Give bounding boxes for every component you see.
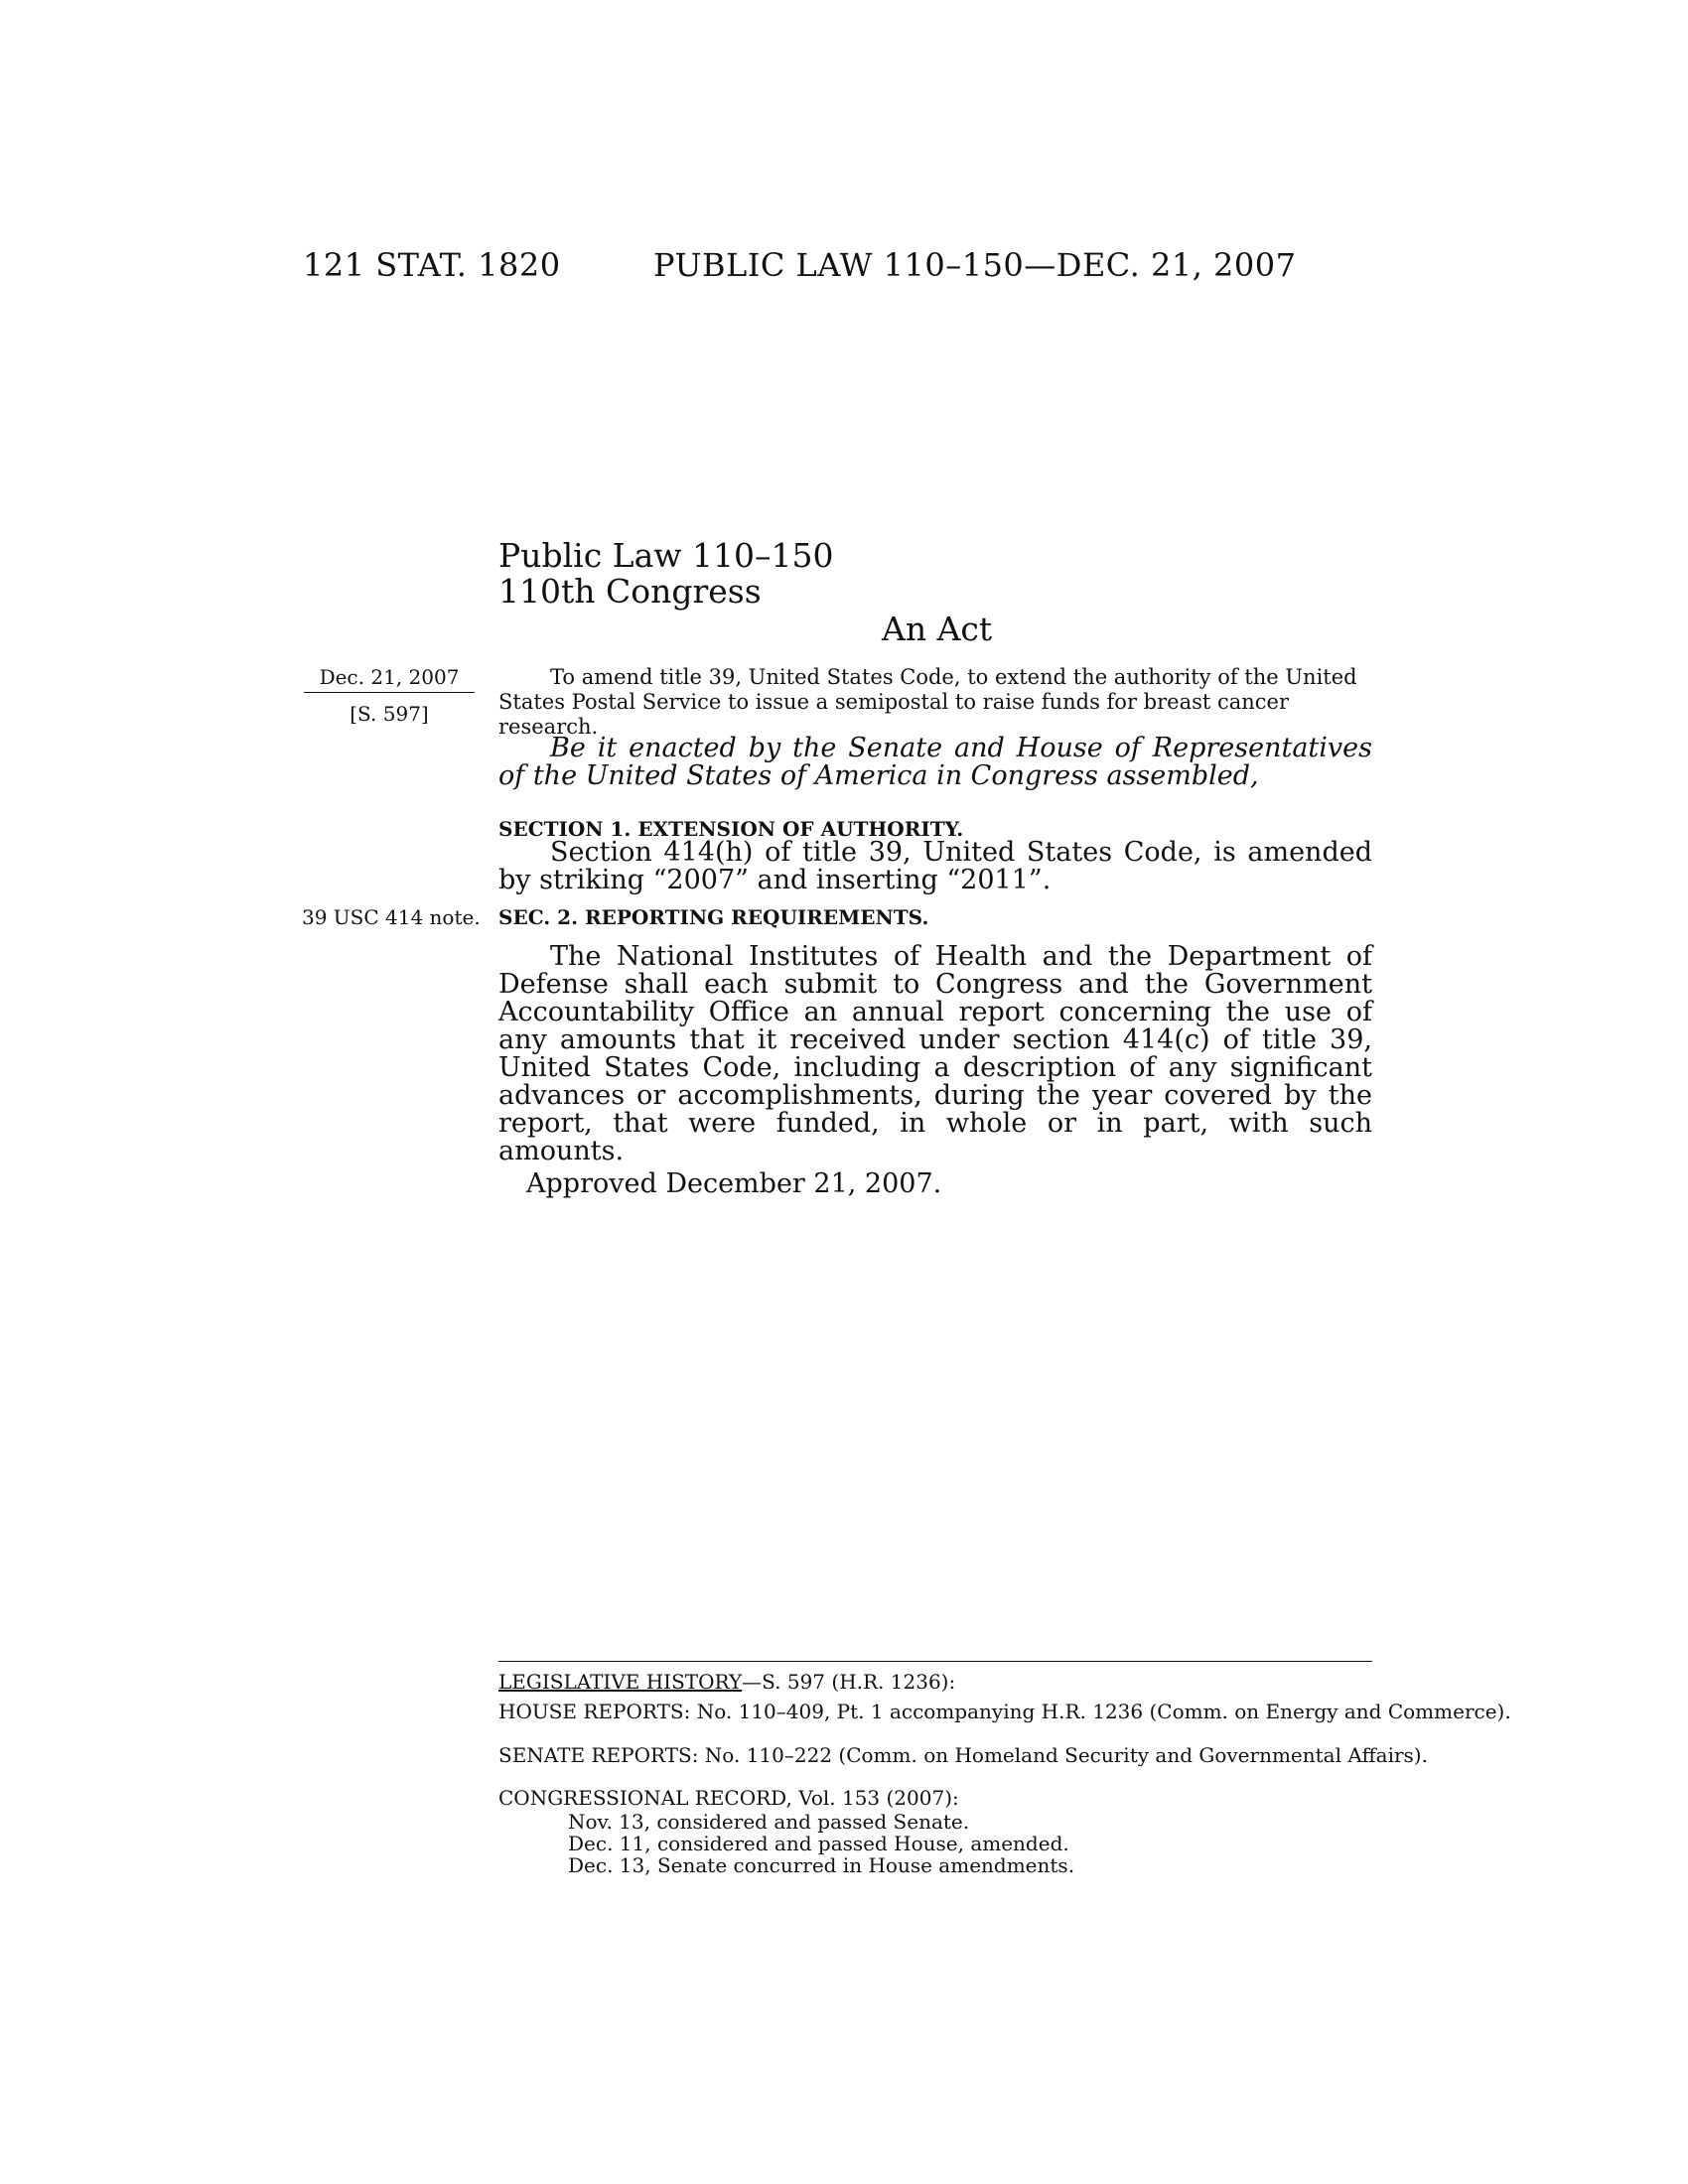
stat-page-reference: 121 STAT. 1820 (303, 246, 561, 284)
running-header-title: PUBLIC LAW 110–150—DEC. 21, 2007 (653, 246, 1297, 284)
public-law-number: Public Law 110–150 (498, 536, 834, 575)
act-purpose: To amend title 39, United States Code, to extend the authority of the United States Postal Service to issue a semipostal to raise funds for breast cancer research. (498, 665, 1357, 739)
record-entry: Dec. 13, Senate concurred in House amendments. (568, 1853, 1075, 1877)
act-label: An Act (882, 610, 993, 648)
margin-usc-note: 39 USC 414 note. (302, 905, 481, 929)
congress-label: 110th Congress (498, 572, 762, 611)
section-1-text: Section 414(h) of title 39, United States Code, is amended by striking “2007” and inserting “2011”. (498, 837, 1372, 895)
section-2-heading: SEC. 2. REPORTING REQUIREMENTS. (498, 905, 929, 929)
senate-reports-entry: SENATE REPORTS: No. 110–222 (Comm. on Homeland Security and Governmental Affairs). (498, 1743, 1428, 1767)
legislative-history-label: LEGISLATIVE HISTORY (498, 1670, 743, 1694)
margin-date: Dec. 21, 2007 (304, 665, 475, 693)
record-entry: Dec. 11, considered and passed House, amended. (568, 1832, 1069, 1855)
legislative-history-bill-ref: —S. 597 (H.R. 1236): (742, 1670, 956, 1694)
house-reports-entry: HOUSE REPORTS: No. 110–409, Pt. 1 accompanying H.R. 1236 (Comm. on Energy and Commerce). (498, 1700, 1511, 1723)
section-2-text: The National Institutes of Health and the Department of Defense shall each submit to Congress and the Government Accountability Office an annual report concerning the use of any amounts that it received under section 414(c) of title 39, United States Code, including a description of any significant advances or accomplishments, during the year covered by the report, that were funded, in whole or in part, with such amounts. (498, 941, 1372, 1166)
footnote-divider (498, 1661, 1372, 1662)
margin-bill-number: [S. 597] (350, 702, 429, 726)
record-entry: Nov. 13, considered and passed Senate. (568, 1810, 970, 1834)
congressional-record-entry: CONGRESSIONAL RECORD, Vol. 153 (2007): (498, 1786, 959, 1810)
section-1-heading: SECTION 1. EXTENSION OF AUTHORITY. (498, 817, 964, 841)
approval-date: Approved December 21, 2007. (526, 1168, 942, 1199)
legislative-history-heading (498, 1672, 955, 1693)
enacting-clause: Be it enacted by the Senate and House of Representatives of the United States of America in Congress assembled, (498, 733, 1372, 791)
